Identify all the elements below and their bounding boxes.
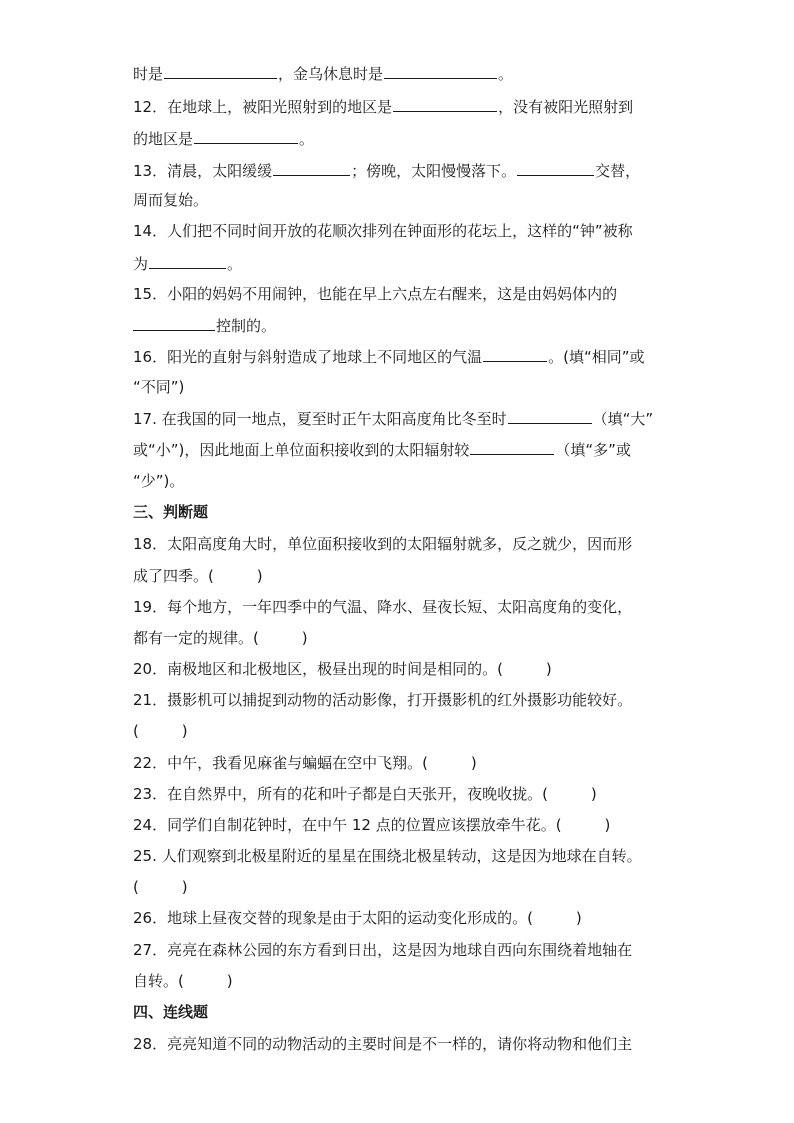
answer-blank[interactable]	[393, 97, 497, 112]
section-heading-judgement: 三、判断题	[133, 503, 209, 521]
question-13-line-1: 13．清晨，太阳缓缓 ；傍晚，太阳慢慢落下。 交替，	[133, 162, 641, 180]
answer-blank[interactable]	[149, 254, 226, 269]
question-19-line-2: 都有一定的规律。( )	[133, 629, 308, 647]
answer-paren[interactable]	[562, 815, 605, 835]
question-21-line-2: ( )	[133, 722, 188, 740]
answer-blank[interactable]	[194, 129, 298, 144]
section-heading-matching: 四、连线题	[133, 1003, 209, 1021]
question-17-line-2: 或“小”)，因此地面上单位面积接收到的太阳辐射较 （填“多”或	[133, 441, 631, 459]
answer-blank[interactable]	[517, 161, 594, 176]
question-22: 22．中午，我看见麻雀与蝙蝠在空中飞翔。( )	[133, 754, 477, 772]
answer-paren[interactable]	[184, 971, 227, 991]
answer-blank[interactable]	[384, 64, 497, 79]
question-27-line-2: 自转。( )	[133, 972, 233, 990]
question-14-line-1: 14．人们把不同时间开放的花顺次排列在钟面形的花坛上，这样的“钟”被称	[133, 222, 633, 240]
question-17-line-3: “少”)。	[133, 472, 185, 490]
answer-blank[interactable]	[133, 316, 215, 331]
question-15-line-1: 15．小阳的妈妈不用闹钟，也能在早上六点左右醒来，这是由妈妈体内的	[133, 285, 618, 303]
question-24: 24．同学们自制花钟时，在中午 12 点的位置应该摆放牵牛花。( )	[133, 816, 611, 834]
answer-paren[interactable]	[533, 908, 576, 928]
answer-paren[interactable]	[139, 721, 182, 741]
question-21-line-1: 21．摄影机可以捕捉到动物的活动影像，打开摄影机的红外摄影功能较好。	[133, 691, 633, 709]
q11-line-2: 时是 ，金乌休息时是 。	[133, 65, 514, 83]
question-25-line-1: 25. 人们观察到北极星附近的星星在围绕北极星转动，这是因为地球在自转。	[133, 847, 642, 865]
question-16-line-2: “不同”)	[133, 378, 185, 396]
question-17-line-1: 17. 在我国的同一地点，夏至时正午太阳高度角比冬至时 （填“大”	[133, 410, 654, 428]
question-18-line-2: 成了四季。( )	[133, 567, 263, 585]
answer-blank[interactable]	[483, 347, 547, 362]
question-27-line-1: 27．亮亮在森林公园的东方看到日出，这是因为地球自西向东围绕着地轴在	[133, 941, 633, 959]
answer-paren[interactable]	[428, 753, 471, 773]
question-16-line-1: 16．阳光的直射与斜射造成了地球上不同地区的气温 。(填“相同”或	[133, 348, 645, 366]
question-19-line-1: 19．每个地方，一年四季中的气温、降水、昼夜长短、太阳高度角的变化，	[133, 598, 633, 616]
question-12-line-1: 12．在地球上，被阳光照射到的地区是 ，没有被阳光照射到	[133, 98, 634, 116]
question-12-line-2: 的地区是 。	[133, 130, 315, 148]
answer-paren[interactable]	[214, 566, 257, 586]
question-23: 23．在自然界中，所有的花和叶子都是白天张开，夜晚收拢。( )	[133, 785, 597, 803]
question-25-line-2: ( )	[133, 878, 188, 896]
question-28-line-1: 28．亮亮知道不同的动物活动的主要时间是不一样的，请你将动物和他们主	[133, 1035, 633, 1053]
question-20: 20．南极地区和北极地区，极昼出现的时间是相同的。( )	[133, 660, 552, 678]
answer-blank[interactable]	[273, 161, 350, 176]
question-13-line-2: 周而复始。	[133, 191, 209, 209]
answer-paren[interactable]	[548, 784, 591, 804]
answer-blank[interactable]	[470, 440, 554, 455]
answer-blank[interactable]	[508, 409, 592, 424]
question-14-line-2: 为 。	[133, 255, 243, 273]
answer-blank[interactable]	[164, 64, 277, 79]
answer-paren[interactable]	[139, 877, 182, 897]
question-26: 26．地球上昼夜交替的现象是由于太阳的运动变化形成的。( )	[133, 909, 582, 927]
answer-paren[interactable]	[259, 628, 302, 648]
question-18-line-1: 18．太阳高度角大时，单位面积接收到的太阳辐射就多，反之就少，因而形	[133, 535, 633, 553]
question-15-line-2: 控制的。	[133, 316, 673, 336]
answer-paren[interactable]	[503, 659, 546, 679]
